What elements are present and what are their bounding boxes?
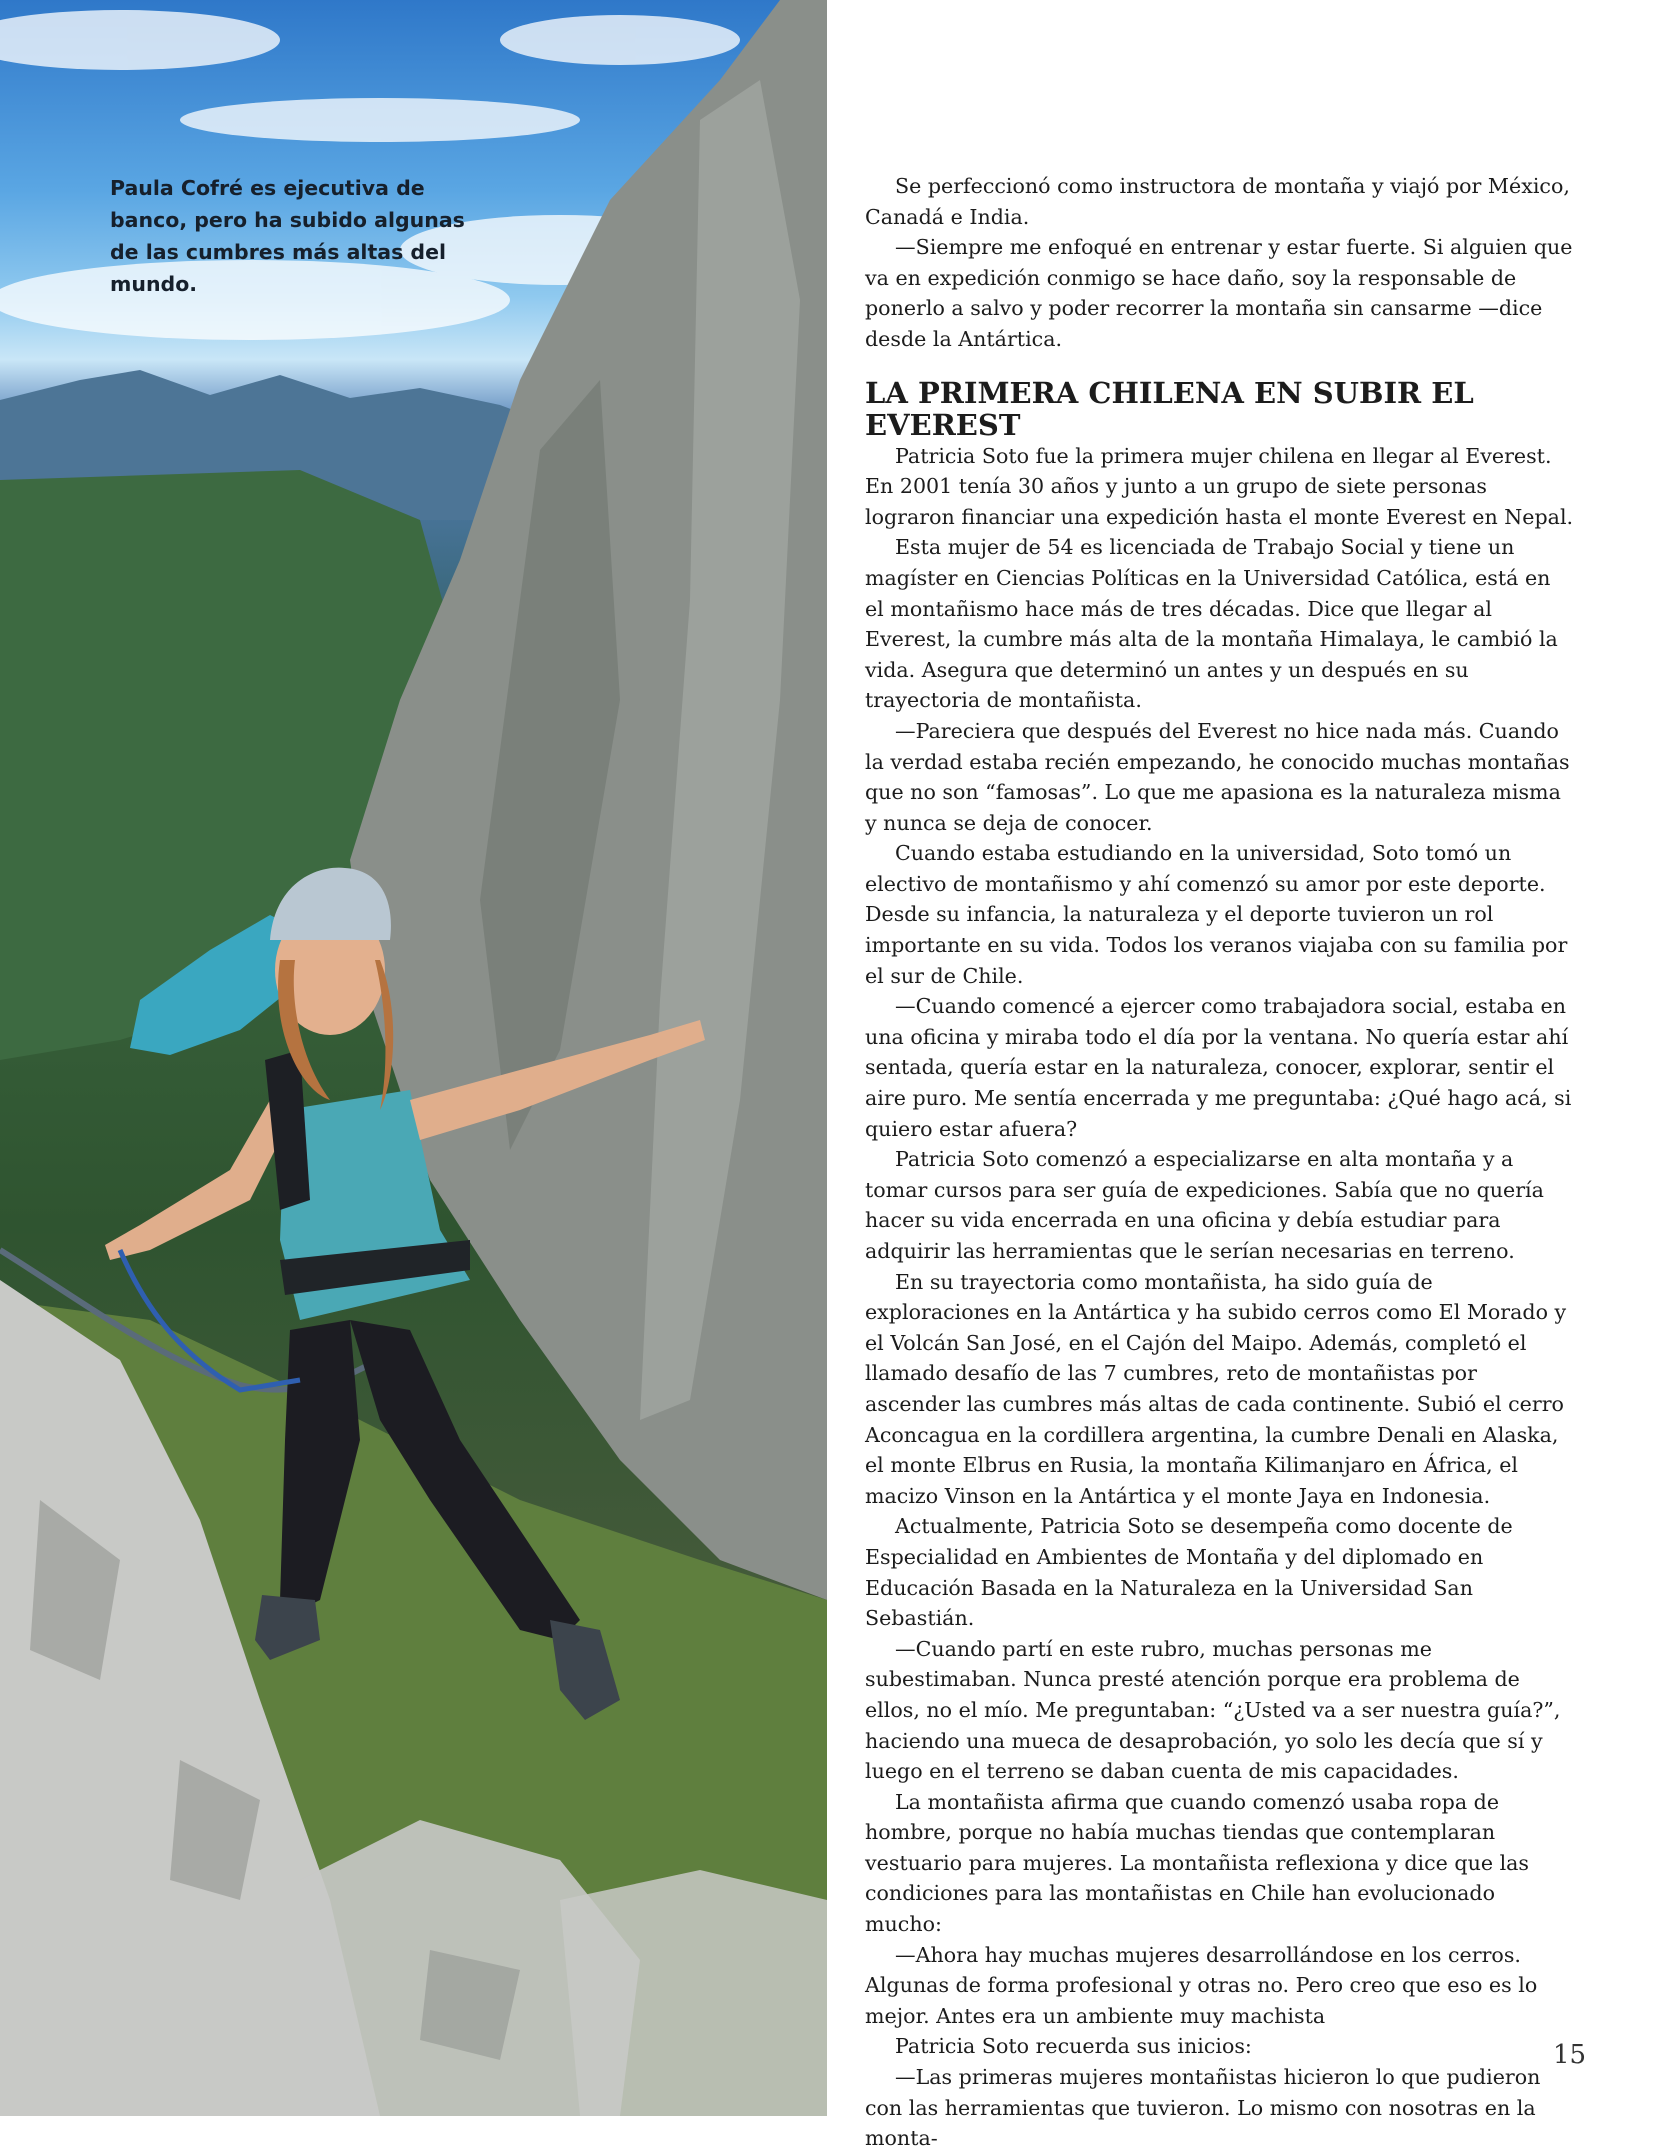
climber-photo-illustration	[0, 0, 827, 2116]
article-paragraph: En su trayectoria como montañista, ha sido guía de exploraciones en la Antártica y ha subido cerros como El Morado y el Volcán San José, en el Cajón del Maipo. Además, completó el llamado desafío de las 7 cumbres, reto de montañistas por ascender las cumbres más altas de cada continente. Subió el cerro Aconcagua en la cordillera argentina, la cumbre Denali en Alaska, el monte Elbrus en Rusia, la montaña Kilimanjaro en África, el macizo Vinson en la Antártica y el monte Jaya en Indonesia.	[865, 1269, 1567, 1508]
page-number: 15	[1553, 2040, 1587, 2070]
article-paragraph: Cuando estaba estudiando en la universidad, Soto tomó un electivo de montañismo y ahí comenzó su amor por este deporte. Desde su infancia, la naturaleza y el deporte tuvieron un rol importante en su vida. Todos los veranos viajaba con su familia por el sur de Chile.	[865, 841, 1568, 988]
article-body	[865, 171, 1575, 2154]
article-paragraph: —Pareciera que después del Everest no hice nada más. Cuando la verdad estaba recién empezando, he conocido muchas montañas que no son “famosas”. Lo que me apasiona es la naturaleza misma y nunca se deja de conocer.	[865, 718, 1570, 835]
article-paragraph: Actualmente, Patricia Soto se desempeña como docente de Especialidad en Ambientes de Montaña y del diplomado en Educación Basada en la Naturaleza en la Universidad San Sebastián.	[865, 1514, 1513, 1631]
article-paragraph: La montañista afirma que cuando comenzó usaba ropa de hombre, porque no había muchas tiendas que contemplaran vestuario para mujeres. La montañista reflexiona y dice que las condiciones para las montañistas en Chile han evolucionado mucho:	[865, 1789, 1529, 1937]
article-paragraph: Patricia Soto fue la primera mujer chilena en llegar al Everest. En 2001 tenía 30 años y junto a un grupo de siete personas lograron financiar una expedición hasta el monte Everest en Nepal.	[865, 443, 1574, 529]
section-heading: LA PRIMERA CHILENA EN SUBIR EL EVEREST	[865, 375, 1474, 442]
article-paragraph: —Cuando comencé a ejercer como trabajadora social, estaba en una oficina y miraba todo el día por la ventana. No quería estar ahí sentada, quería estar en la naturaleza, conocer, explorar, sentir el aire puro. Me sentía encerrada y me preguntaba: ¿Qué hago acá, si quiero estar afuera?	[865, 994, 1572, 1141]
article-paragraph: —Cuando partí en este rubro, muchas personas me subestimaban. Nunca presté atención porque era problema de ellos, no el mío. Me preguntaban: “¿Usted va a ser nuestra guía?”, haciendo una mueca de desaprobación, yo solo les decía que sí y luego en el terreno se daban cuenta de mis capacidades.	[865, 1636, 1561, 1784]
photo-caption: Paula Cofré es ejecutiva de banco, pero ha subido algunas de las cumbres más altas del mundo.	[110, 176, 465, 296]
article-paragraph: Esta mujer de 54 es licenciada de Trabajo Social y tiene un magíster en Ciencias Políticas en la Universidad Católica, está en el montañismo hace más de tres décadas. Dice que llegar al Everest, la cumbre más alta de la montaña Himalaya, le cambió la vida. Asegura que determinó un antes y un después en su trayectoria de montañista.	[865, 535, 1558, 713]
article-paragraph: Se perfeccionó como instructora de montaña y viajó por México, Canadá e India.	[865, 174, 1570, 229]
article-paragraph: —Ahora hay muchas mujeres desarrollándose en los cerros. Algunas de forma profesional y otras no. Pero creo que eso es lo mejor. Antes era un ambiente muy machista	[865, 1942, 1538, 2028]
article-paragraph: —Siempre me enfoqué en entrenar y estar fuerte. Si alguien que va en expedición conmigo se hace daño, soy la responsable de ponerlo a salvo y poder recorrer la montaña sin cansarme —dice desde la Antártica.	[865, 235, 1573, 351]
article-paragraph: —Las primeras mujeres montañistas hicieron lo que pudieron con las herramientas que tuvieron. Lo mismo con nosotras en la monta-	[865, 2065, 1541, 2151]
article-paragraph: Patricia Soto recuerda sus inicios:	[895, 2034, 1252, 2059]
climber-photo	[0, 0, 827, 2116]
article-paragraph: Patricia Soto comenzó a especializarse en alta montaña y a tomar cursos para ser guía de expediciones. Sabía que no quería hacer su vida encerrada en una oficina y debía estudiar para adquirir las herramientas que le serían necesarias en terreno.	[865, 1147, 1544, 1263]
